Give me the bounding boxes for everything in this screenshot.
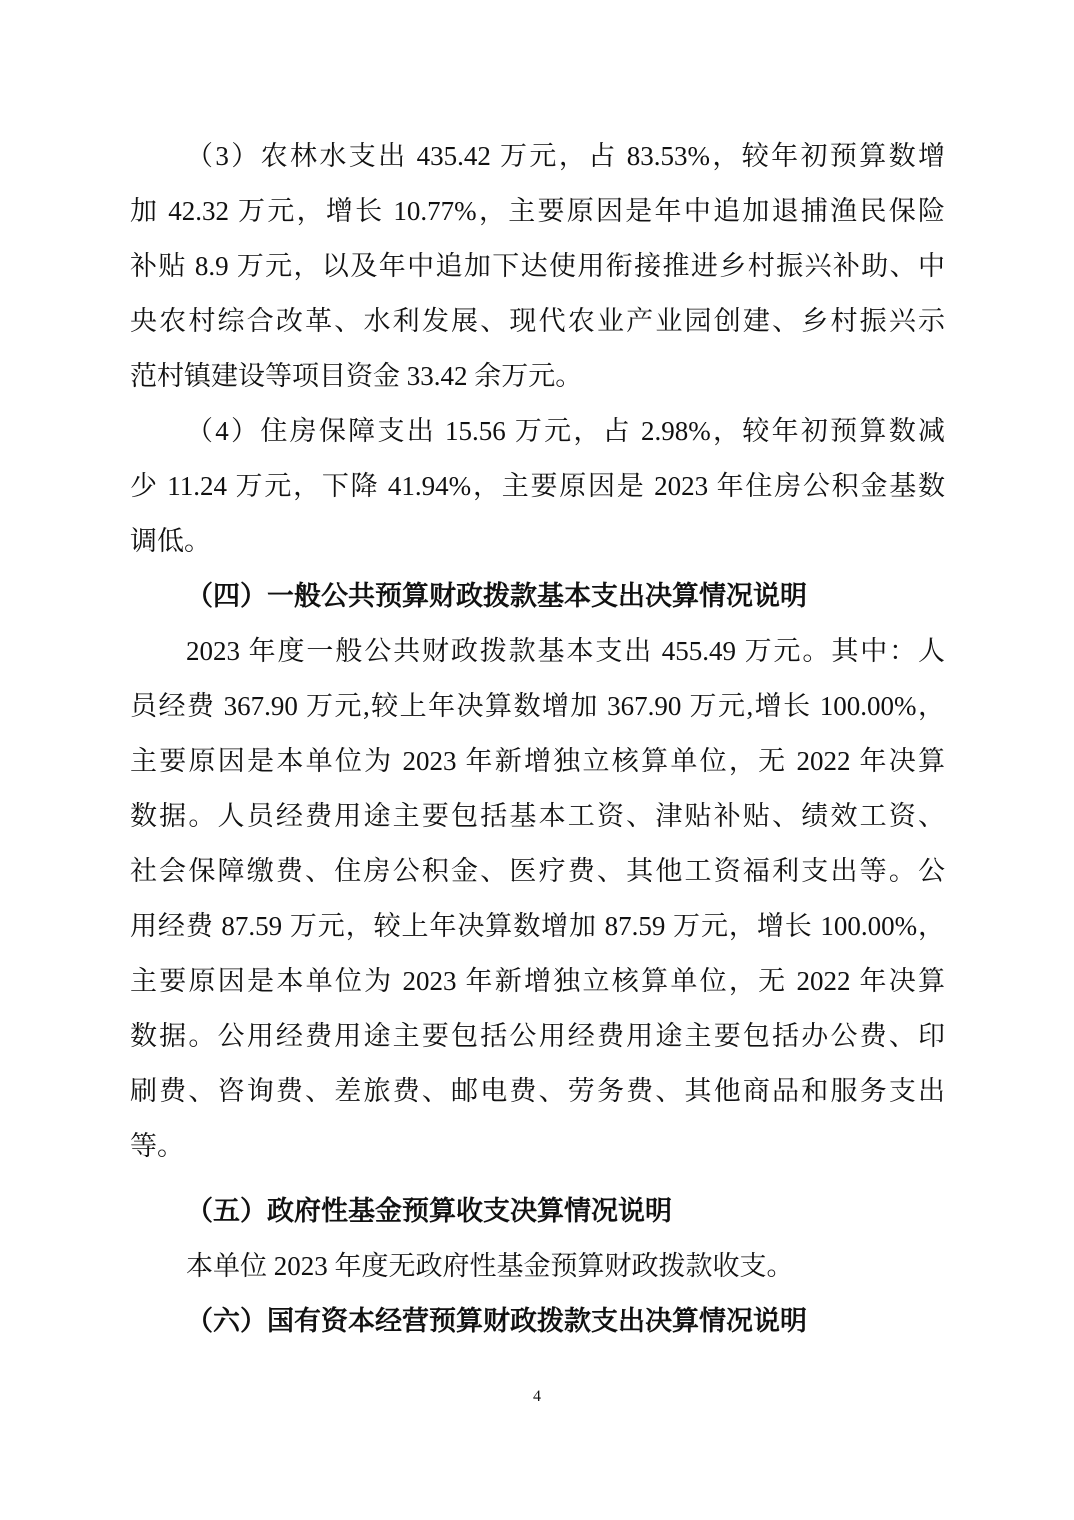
- text-line: （4）住房保障支出 15.56 万元，占 2.98%，较年初预算数减: [186, 416, 945, 446]
- paragraph-housing: [130, 404, 945, 569]
- text-line: 少 11.24 万元，下降 41.94%，主要原因是 2023 年住房公积金基数: [130, 471, 945, 501]
- text-line: 主要原因是本单位为 2023 年新增独立核算单位，无 2022 年决算: [130, 966, 945, 996]
- paragraph-agriculture: [130, 129, 945, 404]
- text-line: 补贴 8.9 万元，以及年中追加下达使用衔接推进乡村振兴补助、中: [130, 251, 945, 281]
- text-line: （3）农林水支出 435.42 万元，占 83.53%，较年初预算数增: [186, 141, 945, 171]
- text-line: 刷费、咨询费、差旅费、邮电费、劳务费、其他商品和服务支出: [130, 1076, 945, 1106]
- section-heading-4: （四）一般公共预算财政拨款基本支出决算情况说明: [186, 581, 807, 611]
- text-line: 社会保障缴费、住房公积金、医疗费、其他工资福利支出等。公: [130, 856, 945, 886]
- text-line: 主要原因是本单位为 2023 年新增独立核算单位，无 2022 年决算: [130, 746, 945, 776]
- text-line: 员经费 367.90 万元,较上年决算数增加 367.90 万元,增长 100.00%，: [130, 691, 945, 721]
- text-line: 2023 年度一般公共财政拨款基本支出 455.49 万元。其中：人: [186, 636, 945, 666]
- section-heading-5: （五）政府性基金预算收支决算情况说明: [186, 1196, 672, 1226]
- document-body: [130, 129, 945, 1349]
- text-line: 数据。公用经费用途主要包括公用经费用途主要包括办公费、印: [130, 1021, 945, 1051]
- text-line: 加 42.32 万元，增长 10.77%，主要原因是年中追加退捕渔民保险: [130, 196, 945, 226]
- page-number: 4: [533, 1388, 541, 1405]
- text-line: 用经费 87.59 万元，较上年决算数增加 87.59 万元，增长 100.00%，: [130, 911, 945, 941]
- text-line: 央农村综合改革、水利发展、现代农业产业园创建、乡村振兴示: [130, 306, 945, 336]
- text-line: 范村镇建设等项目资金 33.42 余万元。: [130, 361, 583, 391]
- text-line: 调低。: [130, 526, 211, 556]
- paragraph-basic-expenditure: [130, 624, 945, 1174]
- paragraph-government-fund: 本单位 2023 年度无政府性基金预算财政拨款收支。: [186, 1251, 794, 1281]
- text-line: 等。: [130, 1131, 184, 1161]
- text-line: 数据。人员经费用途主要包括基本工资、津贴补贴、绩效工资、: [130, 801, 945, 831]
- section-heading-6: （六）国有资本经营预算财政拨款支出决算情况说明: [186, 1306, 807, 1336]
